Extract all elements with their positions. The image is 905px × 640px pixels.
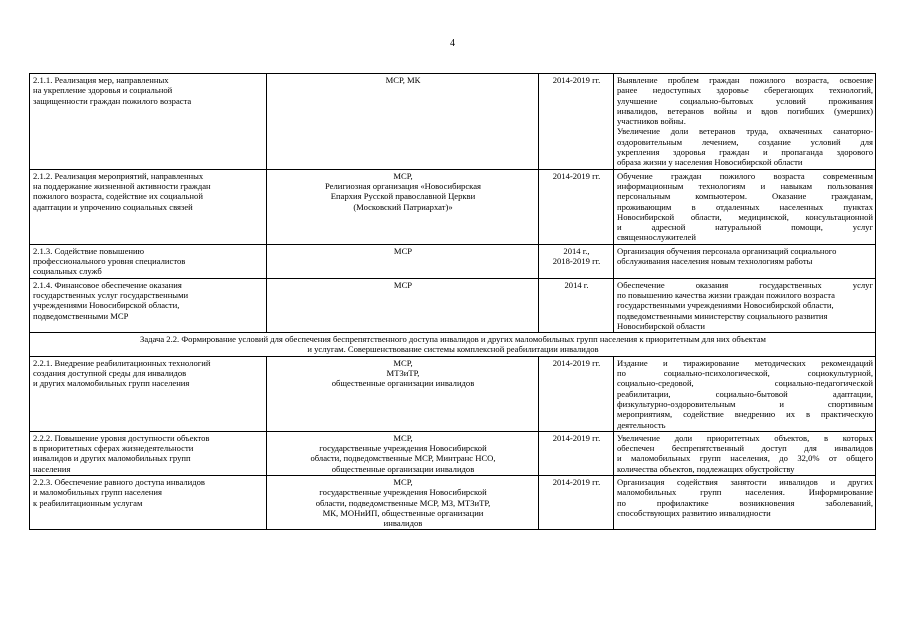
executors-cell	[267, 74, 539, 170]
executors-cell	[267, 244, 539, 278]
text-line: на поддержание жизненной активности граждан	[33, 180, 211, 191]
period-cell	[539, 475, 614, 529]
text-line: МСР, МК	[385, 75, 421, 85]
text-line: подведомственными министерству социального развития	[617, 310, 828, 321]
text-line: МСР,	[393, 432, 413, 443]
period-cell	[539, 278, 614, 332]
text-line: по повышению качества жизни граждан пожилого возраста	[617, 289, 835, 300]
text-line: общественные организации инвалидов	[331, 463, 475, 474]
text-line: 2.2.3. Обеспечение равного доступа инвалидов	[33, 476, 205, 487]
text-line: 2.1.2. Реализация мероприятий, направленных	[33, 170, 204, 181]
text-line: МСР,	[393, 357, 413, 368]
text-line: и других маломобильных групп населения	[33, 378, 190, 389]
text-line: деятельность	[617, 419, 666, 430]
text-line: МТЗиТР,	[386, 368, 420, 379]
result-cell	[614, 475, 876, 529]
text-line: 2014 г.,	[563, 245, 590, 256]
text-line: 2.1.4. Финансовое обеспечение оказания	[33, 279, 182, 290]
text-line: и адресной натуральной помощи, услуг	[617, 222, 873, 233]
text-line: государственными учреждениями Новосибирской области,	[617, 300, 834, 311]
table-row	[30, 169, 876, 244]
text-line: по профилактике возникновения заболеваний,	[617, 497, 873, 508]
text-line: профессионального уровня специалистов	[33, 256, 186, 267]
text-line: улучшение социально-бытовых условий проживания	[617, 95, 873, 106]
text-line: и маломобильных групп населения, до 32,0% от общего	[617, 453, 873, 464]
text-line: учреждениями Новосибирской области,	[33, 300, 180, 311]
text-line: 2018-2019 гг.	[552, 256, 601, 267]
text-line: Задача 2.2. Формирование условий для обеспечения беспрепятственного доступа инвалидов и других маломобильных групп населения к приоритетным для них объектам	[140, 334, 766, 345]
text-line: Увеличение доли ветеранов труда, охваченных санаторно-	[617, 126, 873, 137]
result-cell	[614, 169, 876, 244]
text-line: государственных услуг государственными	[33, 289, 189, 300]
executors-cell	[267, 278, 539, 332]
text-line: населения	[33, 463, 71, 474]
text-line: персональным компьютером. Оказание гражданам,	[617, 191, 873, 202]
text-line: обеспечен беспрепятственный доступ для инвалидов	[617, 443, 873, 454]
task-heading	[30, 333, 876, 357]
text-line: оздоровительным лечением, создание условий для	[617, 136, 873, 147]
text-line: государственные учреждения Новосибирской	[319, 487, 487, 498]
period-cell	[539, 356, 614, 431]
table-row	[30, 431, 876, 475]
text-line: 2014-2019 гг.	[552, 432, 601, 443]
executors-cell	[267, 169, 539, 244]
text-line: Выявление проблем граждан пожилого возраста, освоение	[617, 75, 873, 85]
text-line: государственные учреждения Новосибирской	[319, 443, 487, 454]
text-line: 2014-2019 гг.	[552, 170, 601, 181]
table-row	[30, 74, 876, 170]
text-line: информационным технологиям и навыкам пользования	[617, 180, 873, 191]
text-line: ранее недоступных здоровье сберегающих технологий,	[617, 85, 873, 96]
text-line: к реабилитационным услугам	[33, 497, 143, 508]
text-line: физкультурно-оздоровительным и спортивным	[617, 398, 873, 409]
text-line: адаптации и упрочению социальных связей	[33, 201, 193, 212]
text-line: инвалидов, ветеранов войны и вдов погибших (умерших)	[617, 105, 873, 116]
result-cell	[614, 244, 876, 278]
text-line: Новосибирской области, медицинской, консультационной	[617, 211, 873, 222]
text-line: общественные организации инвалидов	[331, 378, 475, 389]
measure-cell	[30, 278, 267, 332]
measure-cell	[30, 431, 267, 475]
text-line: 2014-2019 гг.	[552, 476, 601, 487]
executors-cell	[267, 356, 539, 431]
text-line: священнослужителей	[617, 232, 696, 243]
text-line: проживающим в отдаленных населенных пунктах	[617, 201, 873, 212]
text-line: 2.1.1. Реализация мер, направленных	[33, 75, 169, 85]
text-line: МСР	[393, 245, 413, 256]
page-number: 4	[450, 38, 455, 49]
text-line: МК, МОНиИП, общественные организации	[322, 507, 484, 518]
measure-cell	[30, 356, 267, 431]
text-line: 2014-2019 гг.	[552, 75, 601, 85]
program-measures-table	[29, 73, 876, 530]
executors-cell	[267, 431, 539, 475]
text-line: инвалидов и других маломобильных групп	[33, 453, 191, 464]
text-line: реабилитации, социально-бытовой адаптации,	[617, 388, 873, 399]
text-line: и услугам. Совершенствование системы комплексной реабилитации инвалидов	[307, 344, 599, 355]
period-cell	[539, 74, 614, 170]
text-line: 2014 г.	[564, 279, 589, 290]
text-line: социальных служб	[33, 266, 102, 277]
text-line: маломобильных групп населения. Информирование	[617, 487, 873, 498]
table-row	[30, 278, 876, 332]
measure-cell	[30, 244, 267, 278]
text-line: области, подведомственные МСР, МЗ, МТЗиТР,	[315, 497, 491, 508]
text-line: МСР,	[393, 476, 413, 487]
text-line: участников войны.	[617, 116, 686, 127]
table-row	[30, 244, 876, 278]
text-line: 2.2.2. Повышение уровня доступности объектов	[33, 432, 210, 443]
result-cell	[614, 278, 876, 332]
text-line: области, подведомственные МСР, Минтранс НСО,	[310, 453, 496, 464]
text-line: 2.1.3. Содействие повышению	[33, 245, 145, 256]
text-line: пожилого возраста, содействие их социальной	[33, 191, 203, 202]
text-line: способствующих развитию инвалидности	[617, 507, 771, 518]
text-line: на укрепление здоровья и социальной	[33, 85, 173, 96]
text-line: Увеличение доли приоритетных объектов, в которых	[617, 432, 873, 443]
text-line: по социально-психологической, социокультурной,	[617, 368, 873, 379]
text-line: образа жизни у населения Новосибирской области	[617, 157, 803, 168]
text-line: (Московский Патриархат)»	[353, 201, 453, 212]
text-line: Обеспечение оказания государственных услуг	[617, 279, 873, 290]
result-cell	[614, 74, 876, 170]
table-row	[30, 475, 876, 529]
text-line: МСР	[393, 279, 413, 290]
text-line: Религиозная организация «Новосибирская	[325, 180, 481, 191]
measure-cell	[30, 169, 267, 244]
text-line: подведомственными МСР	[33, 310, 129, 321]
text-line: мероприятиям, содействие внедрению их в практическую	[617, 409, 873, 420]
text-line: и маломобильных групп населения	[33, 487, 162, 498]
measure-cell	[30, 74, 267, 170]
text-line: Обучение граждан пожилого возраста современным	[617, 170, 873, 181]
text-line: 2014-2019 гг.	[552, 357, 601, 368]
text-line: создания доступной среды для инвалидов	[33, 368, 187, 379]
text-line: укрепления здоровья граждан и пропаганда здорового	[617, 147, 873, 158]
text-line: обслуживания населения новым технологиям работы	[617, 256, 813, 267]
executors-cell	[267, 475, 539, 529]
text-line: в приоритетных сферах жизнедеятельности	[33, 443, 194, 454]
text-line: социально-средовой, социально-педагогической	[617, 378, 873, 389]
period-cell	[539, 169, 614, 244]
period-cell	[539, 244, 614, 278]
text-line: Организация содействия занятости инвалидов и других	[617, 476, 873, 487]
text-line: Организация обучения персонала организаций социального	[617, 245, 837, 256]
text-line: 2.2.1. Внедрение реабилитационных технологий	[33, 357, 211, 368]
table-row	[30, 356, 876, 431]
text-line: инвалидов	[383, 518, 423, 529]
task-row	[30, 333, 876, 357]
text-line: Епархия Русской православной Церкви	[330, 191, 476, 202]
result-cell	[614, 431, 876, 475]
text-line: Издание и тиражирование методических рекомендаций	[617, 357, 873, 368]
period-cell	[539, 431, 614, 475]
result-cell	[614, 356, 876, 431]
text-line: количества объектов, подлежащих обустройству	[617, 463, 795, 474]
text-line: защищенности граждан пожилого возраста	[33, 95, 192, 106]
text-line: Новосибирской области	[617, 320, 706, 331]
measure-cell	[30, 475, 267, 529]
text-line: МСР,	[393, 170, 413, 181]
